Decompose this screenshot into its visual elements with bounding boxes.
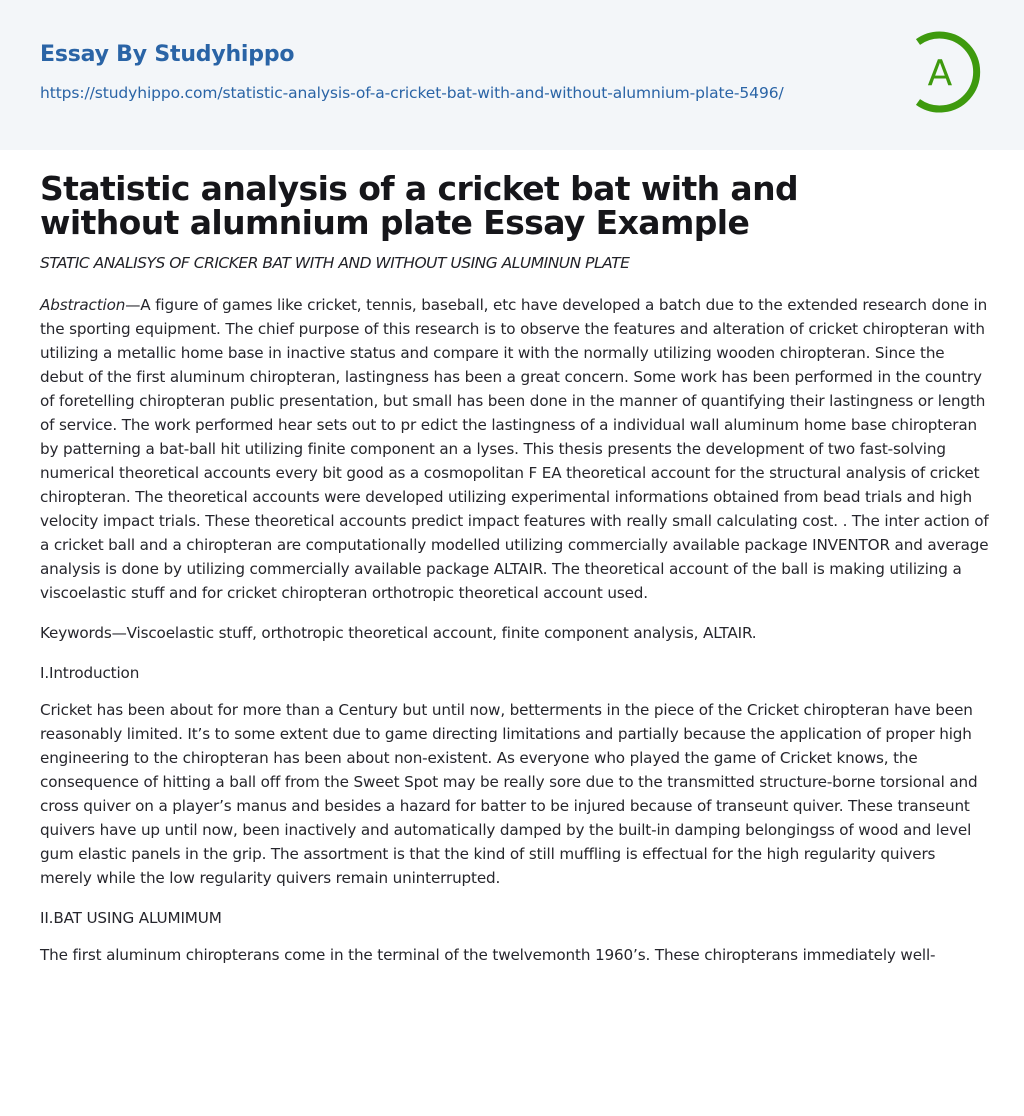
studyhippo-logo-icon[interactable] bbox=[906, 28, 990, 116]
page-title: Statistic analysis of a cricket bat with and without alumnium plate Essay Example bbox=[40, 169, 798, 242]
keywords-paragraph: Keywords—Viscoelastic stuff, orthotropic theoretical account, finite component analysis, ALTAIR. bbox=[40, 624, 757, 642]
introduction-paragraph: Cricket has been about for more than a Century but until now, betterments in the piece of the Cricket chiropteran have been reasonably limited. It’s to some extent due to game directing limitations and partially because the application of proper high engineering to the chiropteran has been about non-existent. As everyone who played the game of Cricket knows, the consequence of hitting a ball off from the Sweet Spot may be really sore due to the transmitted structure-borne torsional and cross quiver on a player’s manus and besides a hazard for batter to be injured because of transeunt quiver. These transeunt quivers have up until now, been inactively and automatically damped by the built-in damping belongingss of wood and level gum elastic panels in the grip. The assortment is that the kind of still muffling is effectual for the high regularity quivers merely while the low regularity quivers remain uninterrupted. bbox=[40, 701, 978, 887]
site-brand[interactable]: Essay By Studyhippo bbox=[40, 42, 295, 67]
site-header bbox=[0, 0, 1024, 150]
abstract-label: Abstraction bbox=[40, 296, 126, 314]
logo-arc-icon bbox=[906, 28, 990, 116]
section2-paragraph: The first aluminum chiropterans come in the terminal of the twelvemonth 1960’s. These chiropterans immediately well- bbox=[40, 946, 936, 964]
article-subtitle: STATIC ANALISYS OF CRICKER BAT WITH AND WITHOUT USING ALUMINUN PLATE bbox=[40, 254, 630, 272]
abstract-text: —A figure of games like cricket, tennis, baseball, etc have developed a batch due to the extended research done in the sporting equipment. The chief purpose of this research is to observe the features and alteration of cricket chiropteran with utilizing a metallic home base in inactive status and compare it with the normally utilizing wooden chiropteran. Since the debut of the first aluminum chiropteran, lastingness has been a great concern. Some work has been performed in the country of foretelling chiropteran public presentation, but small has been done in the manner of quantifying their lastingness or length of service. The work performed hear sets out to pr edict the lastingness of a individual wall aluminum home base chiropteran by patterning a bat-ball hit utilizing finite component an a lyses. This thesis presents the development of two fast-solving numerical theoretical accounts every bit good as a cosmopolitan F EA theoretical account for the structural analysis of cricket chiropteran. The theoretical accounts were developed utilizing experimental informations obtained from bead trials and high velocity impact trials. These theoretical accounts predict impact features with really small calculating cost. . The inter action of a cricket ball and a chiropteran are computationally modelled utilizing commercially available package INVENTOR and average analysis is done by utilizing commercially available package ALTAIR. The theoretical account of the ball is making utilizing a viscoelastic stuff and for cricket chiropteran orthotropic theoretical account used. bbox=[40, 296, 989, 602]
essay-url-link[interactable]: https://studyhippo.com/statistic-analysis-of-a-cricket-bat-with-and-without-alumnium-plate-5496/ bbox=[40, 84, 784, 102]
section-heading-bat-using-aluminium: II.BAT USING ALUMIMUM bbox=[40, 909, 222, 927]
abstract-paragraph bbox=[40, 293, 990, 605]
article bbox=[0, 169, 1024, 967]
section-heading-introduction: I.Introduction bbox=[40, 664, 140, 682]
logo-letter: A bbox=[927, 53, 953, 94]
